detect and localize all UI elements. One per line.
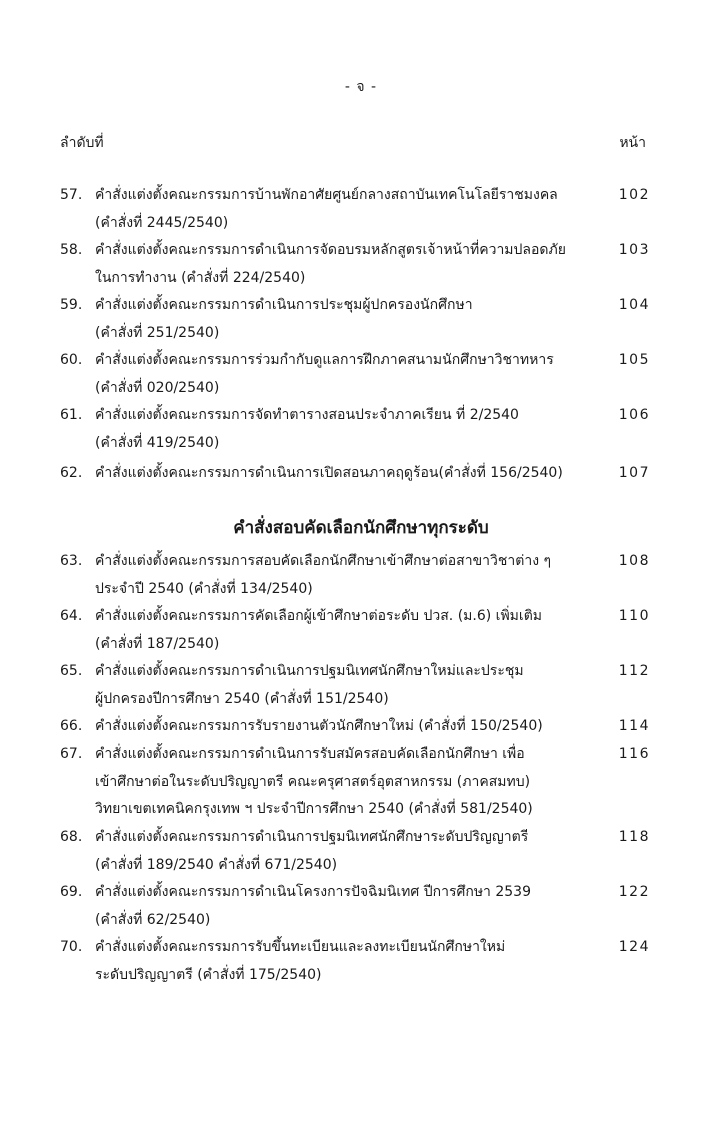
entry-page-number: 110: [618, 608, 650, 624]
entry-page-number: 106: [618, 407, 650, 423]
entry-title-line: (คำสั่งที่ 187/2540): [95, 635, 220, 652]
toc-entry-67[interactable]: [60, 741, 650, 824]
toc-entry-68[interactable]: [60, 824, 650, 879]
entry-number: 69.: [60, 884, 83, 900]
toc-entry-65[interactable]: [60, 658, 650, 713]
toc-entry-66[interactable]: [60, 713, 650, 741]
entry-title-line: คำสั่งแต่งตั้งคณะกรรมการบ้านพักอาศัยศูนย์กลางสถาบันเทคโนโลยีราชมงคล: [95, 187, 558, 203]
entry-page-number: 108: [618, 553, 650, 569]
entry-title-line: คำสั่งแต่งตั้งคณะกรรมการสอบคัดเลือกนักศึกษาเข้าศึกษาต่อสาขาวิชาต่าง ๆ: [95, 553, 551, 569]
entry-title-line: คำสั่งแต่งตั้งคณะกรรมการดำเนินการปฐมนิเทศนักศึกษาระดับปริญญาตรี: [95, 829, 529, 845]
toc-entry-58[interactable]: [60, 237, 650, 292]
entry-number: 65.: [60, 663, 83, 679]
entry-page-number: 112: [618, 663, 650, 679]
entry-title-line: (คำสั่งที่ 2445/2540): [95, 214, 229, 231]
entry-title-line: (คำสั่งที่ 419/2540): [95, 434, 220, 451]
entry-page-number: 104: [618, 297, 650, 313]
toc-entry-60[interactable]: [60, 347, 650, 402]
toc-entry-62[interactable]: [60, 460, 650, 488]
toc-entry-57[interactable]: [60, 182, 650, 237]
entry-page-number: 107: [618, 465, 650, 481]
entry-page-number: 124: [618, 939, 650, 955]
entry-title-line: คำสั่งแต่งตั้งคณะกรรมการดำเนินการจัดอบรมหลักสูตรเจ้าหน้าที่ความปลอดภัย: [95, 242, 566, 258]
entry-page-number: 114: [618, 718, 650, 734]
entry-number: 67.: [60, 746, 83, 762]
entry-page-number: 103: [618, 242, 650, 258]
entry-title-line: คำสั่งแต่งตั้งคณะกรรมการดำเนินการประชุมผู้ปกครองนักศึกษา: [95, 297, 473, 313]
entry-title-line: คำสั่งแต่งตั้งคณะกรรมการดำเนินการเปิดสอนภาคฤดูร้อน(คำสั่งที่ 156/2540): [95, 465, 563, 481]
entry-title-line: คำสั่งแต่งตั้งคณะกรรมการรับรายงานตัวนักศึกษาใหม่ (คำสั่งที่ 150/2540): [95, 718, 543, 734]
entry-title-line: ผู้ปกครองปีการศึกษา 2540 (คำสั่งที่ 151/2540): [95, 690, 389, 707]
entry-title-line: คำสั่งแต่งตั้งคณะกรรมการรับขึ้นทะเบียนและลงทะเบียนนักศึกษาใหม่: [95, 939, 506, 955]
toc-entry-63[interactable]: [60, 548, 650, 603]
entry-number: 59.: [60, 297, 83, 313]
entry-title-line: ระดับปริญญาตรี (คำสั่งที่ 175/2540): [95, 966, 322, 983]
entry-number: 58.: [60, 242, 83, 258]
section-title: คำสั่งสอบคัดเลือกนักศึกษาทุกระดับ: [233, 518, 489, 538]
entry-number: 66.: [60, 718, 83, 734]
entry-title-line: (คำสั่งที่ 189/2540 คำสั่งที่ 671/2540): [95, 856, 338, 873]
entry-title-line: (คำสั่งที่ 62/2540): [95, 911, 211, 928]
entry-number: 57.: [60, 187, 83, 203]
entry-number: 63.: [60, 553, 83, 569]
entry-page-number: 105: [618, 352, 650, 368]
entry-number: 64.: [60, 608, 83, 624]
entry-page-number: 122: [618, 884, 650, 900]
column-header-page: หน้า: [619, 135, 646, 151]
entry-number: 68.: [60, 829, 83, 845]
toc-entry-70[interactable]: [60, 934, 650, 989]
entry-title-line: ประจำปี 2540 (คำสั่งที่ 134/2540): [95, 580, 313, 597]
entry-title-line: คำสั่งแต่งตั้งคณะกรรมการคัดเลือกผู้เข้าศึกษาต่อระดับ ปวส. (ม.6) เพิ่มเติม: [95, 608, 543, 624]
entry-number: 61.: [60, 407, 83, 423]
toc-entry-64[interactable]: [60, 603, 650, 658]
entry-title-line: วิทยาเขตเทคนิคกรุงเทพ ฯ ประจำปีการศึกษา 2540 (คำสั่งที่ 581/2540): [95, 801, 533, 817]
entry-title-line: คำสั่งแต่งตั้งคณะกรรมการดำเนินการปฐมนิเทศนักศึกษาใหม่และประชุม: [95, 663, 524, 679]
entry-page-number: 118: [618, 829, 650, 845]
toc-entry-61[interactable]: [60, 402, 650, 457]
entry-page-number: 116: [618, 746, 650, 762]
toc-entry-69[interactable]: [60, 879, 650, 934]
entry-title-line: คำสั่งแต่งตั้งคณะกรรมการดำเนินการรับสมัครสอบคัดเลือกนักศึกษา เพื่อ: [95, 746, 525, 762]
toc-entry-59[interactable]: [60, 292, 650, 347]
column-header-order: ลำดับที่: [60, 135, 104, 151]
entry-title-line: เข้าศึกษาต่อในระดับปริญญาตรี คณะครุศาสตร์อุตสาหกรรม (ภาคสมทบ): [95, 773, 531, 790]
entry-title-line: (คำสั่งที่ 251/2540): [95, 324, 220, 341]
entry-title-line: คำสั่งแต่งตั้งคณะกรรมการดำเนินโครงการปัจฉิมนิเทศ ปีการศึกษา 2539: [95, 884, 531, 900]
entry-title-line: (คำสั่งที่ 020/2540): [95, 379, 220, 396]
entry-page-number: 102: [618, 187, 650, 203]
entry-number: 62.: [60, 465, 83, 481]
entry-title-line: ในการทำงาน (คำสั่งที่ 224/2540): [95, 269, 306, 286]
page-marker: - จ -: [344, 79, 378, 95]
entry-title-line: คำสั่งแต่งตั้งคณะกรรมการร่วมกำกับดูแลการฝึกภาคสนามนักศึกษาวิชาทหาร: [95, 352, 554, 368]
entry-number: 70.: [60, 939, 83, 955]
entry-number: 60.: [60, 352, 83, 368]
entry-title-line: คำสั่งแต่งตั้งคณะกรรมการจัดทำตารางสอนประจำภาคเรียน ที่ 2/2540: [95, 407, 519, 423]
